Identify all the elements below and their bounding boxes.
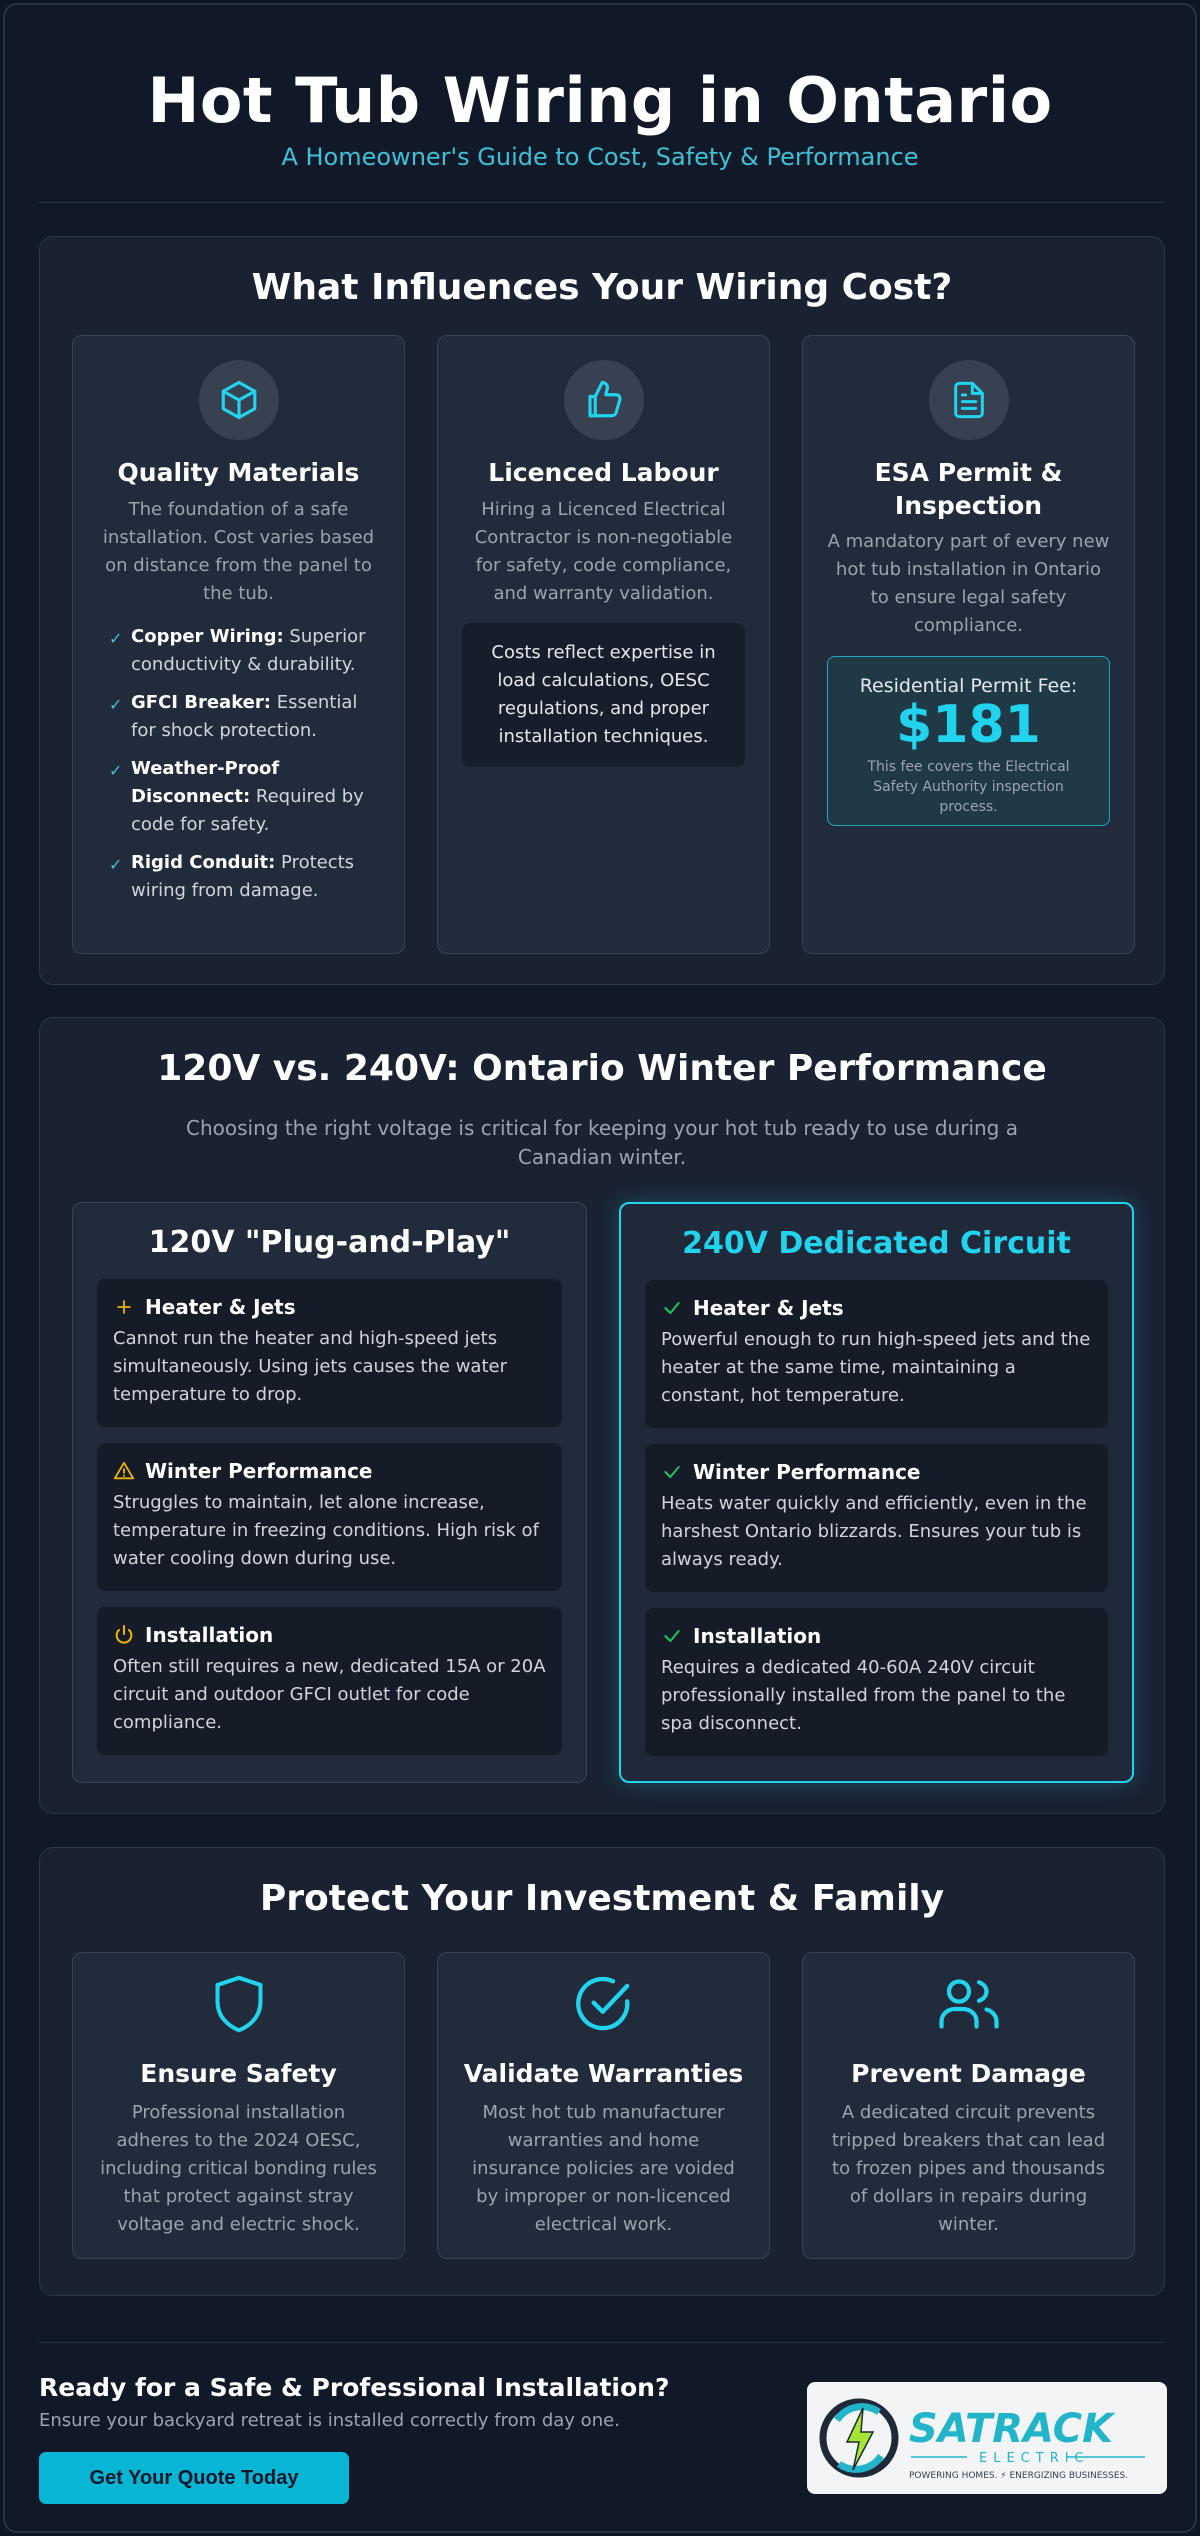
card-description: A dedicated circuit prevents tripped breakers that can lead to frozen pipes and thousands of dollars in repairs during winter. — [831, 2102, 1106, 2235]
safety-card — [72, 1952, 405, 2259]
voltage-section-title: 120V vs. 240V: Ontario Winter Performance — [157, 1048, 1047, 1089]
feature-card — [645, 1280, 1108, 1428]
120v-column — [72, 1202, 587, 1783]
check-icon: ✓ — [109, 695, 123, 714]
card-description: Hiring a Licenced Electrical Contractor is non-negotiable for safety, code compliance, and warranty validation. — [474, 499, 733, 604]
fee-note: This fee covers the Electrical Safety Authority inspection process. — [867, 759, 1070, 815]
feature-heading: Heater & Jets — [145, 1295, 296, 1319]
card-title: Validate Warranties — [463, 2059, 744, 2088]
warranty-card — [437, 1952, 770, 2259]
list-item: ✓ Rigid Conduit: Protects wiring from damage. — [109, 852, 355, 901]
card-title: Quality Materials — [117, 458, 360, 487]
feature-text: Powerful enough to run high-speed jets and the heater at the same time, maintaining a constant, hot temperature. — [661, 1329, 1091, 1406]
feature-card — [645, 1608, 1108, 1756]
card-title: Licenced Labour — [488, 458, 719, 487]
card-description: The foundation of a safe installation. Cost varies based on distance from the panel to the tub. — [102, 499, 375, 604]
labour-note: Costs reflect expertise in load calculations, OESC regulations, and proper installation techniques. — [462, 623, 745, 767]
fee-label: Residential Permit Fee: — [859, 675, 1078, 697]
feature-text: Cannot run the heater and high-speed jets simultaneously. Using jets causes the water temperature to drop. — [113, 1328, 507, 1405]
svg-text:SATRACK: SATRACK — [909, 2406, 1114, 2452]
materials-card — [72, 335, 405, 954]
protect-section-title: Protect Your Investment & Family — [259, 1878, 945, 1919]
list-item: ✓ Weather-Proof Disconnect: Required by code for safety. — [109, 758, 364, 835]
list-item: ✓ Copper Wiring: Superior conductivity & durability. — [109, 626, 366, 675]
power-icon — [113, 1624, 135, 1646]
thumbs-up-icon — [564, 360, 644, 440]
voltage-section — [39, 1017, 1165, 1814]
check-icon — [661, 1625, 683, 1647]
240v-title: 240V Dedicated Circuit — [682, 1226, 1071, 1261]
feature-heading: Installation — [693, 1624, 822, 1648]
240v-column — [619, 1202, 1134, 1783]
cost-section-title: What Influences Your Wiring Cost? — [251, 267, 953, 308]
page-title: Hot Tub Wiring in Ontario — [147, 64, 1053, 137]
feature-text: Requires a dedicated 40-60A 240V circuit professionally installed from the panel to the spa disconnect. — [661, 1657, 1066, 1734]
labour-card — [437, 335, 770, 954]
feature-heading: Winter Performance — [145, 1459, 373, 1483]
protect-section — [39, 1847, 1165, 2296]
get-quote-button[interactable]: Get Your Quote Today — [39, 2452, 349, 2504]
header — [5, 65, 1195, 171]
120v-title: 120V "Plug-and-Play" — [148, 1225, 511, 1260]
feature-card — [97, 1607, 562, 1755]
feature-text: Struggles to maintain, let alone increase, temperature in freezing conditions. High risk of water cooling down during use. — [113, 1492, 539, 1569]
damage-card — [802, 1952, 1135, 2259]
warning-icon — [113, 1460, 135, 1482]
check-icon: ✓ — [109, 855, 123, 874]
infographic-frame — [3, 3, 1197, 2533]
check-icon — [661, 1297, 683, 1319]
permit-card — [802, 335, 1135, 954]
card-title: Ensure Safety — [140, 2059, 337, 2088]
feature-text: Often still requires a new, dedicated 15A or 20A circuit and outdoor GFCI outlet for code compliance. — [113, 1656, 546, 1733]
footer-title: Ready for a Safe & Professional Installation? — [39, 2373, 670, 2402]
divider — [39, 2342, 1165, 2343]
svg-text:POWERING HOMES. ⚡ ENERGIZING B: POWERING HOMES. ⚡ ENERGIZING BUSINESSES. — [909, 2471, 1129, 2481]
feature-card — [97, 1279, 562, 1427]
card-title: Prevent Damage — [851, 2059, 1086, 2088]
logo-mark-icon — [807, 2382, 1167, 2494]
page-subtitle: A Homeowner's Guide to Cost, Safety & Performance — [281, 143, 919, 171]
shield-icon — [204, 1969, 274, 2039]
materials-list — [109, 623, 374, 915]
fee-value: $181 — [896, 695, 1041, 755]
svg-text:ELECTRIC: ELECTRIC — [979, 2451, 1090, 2466]
divider — [39, 202, 1165, 203]
check-circle-icon — [569, 1969, 639, 2039]
cost-section — [39, 236, 1165, 985]
feature-heading: Heater & Jets — [693, 1296, 844, 1320]
card-description: Professional installation adheres to the 2024 OESC, including critical bonding rules that protect against stray voltage and electric shock. — [100, 2102, 377, 2235]
card-description: Most hot tub manufacturer warranties and home insurance policies are voided by improper or non-licenced electrical work. — [472, 2102, 735, 2235]
card-title: ESA Permit & Inspection — [874, 458, 1063, 520]
feature-heading: Installation — [145, 1623, 274, 1647]
users-icon — [934, 1969, 1004, 2039]
footer-subtitle: Ensure your backyard retreat is installed correctly from day one. — [39, 2410, 620, 2431]
check-icon — [661, 1461, 683, 1483]
feature-text: Heats water quickly and efficiently, even in the harshest Ontario blizzards. Ensures your tub is always ready. — [661, 1493, 1087, 1570]
permit-fee-box — [827, 656, 1110, 826]
check-icon: ✓ — [109, 629, 123, 648]
document-icon — [929, 360, 1009, 440]
cube-icon — [199, 360, 279, 440]
feature-card — [645, 1444, 1108, 1592]
feature-card — [97, 1443, 562, 1591]
card-description: A mandatory part of every new hot tub installation in Ontario to ensure legal safety compliance. — [827, 531, 1110, 636]
list-item: ✓ GFCI Breaker: Essential for shock protection. — [109, 692, 358, 741]
company-logo[interactable] — [807, 2382, 1167, 2494]
voltage-intro: Choosing the right voltage is critical for keeping your hot tub ready to use during a Canadian winter. — [186, 1116, 1018, 1169]
feature-heading: Winter Performance — [693, 1460, 921, 1484]
check-icon: ✓ — [109, 761, 123, 780]
plus-icon — [113, 1296, 135, 1318]
